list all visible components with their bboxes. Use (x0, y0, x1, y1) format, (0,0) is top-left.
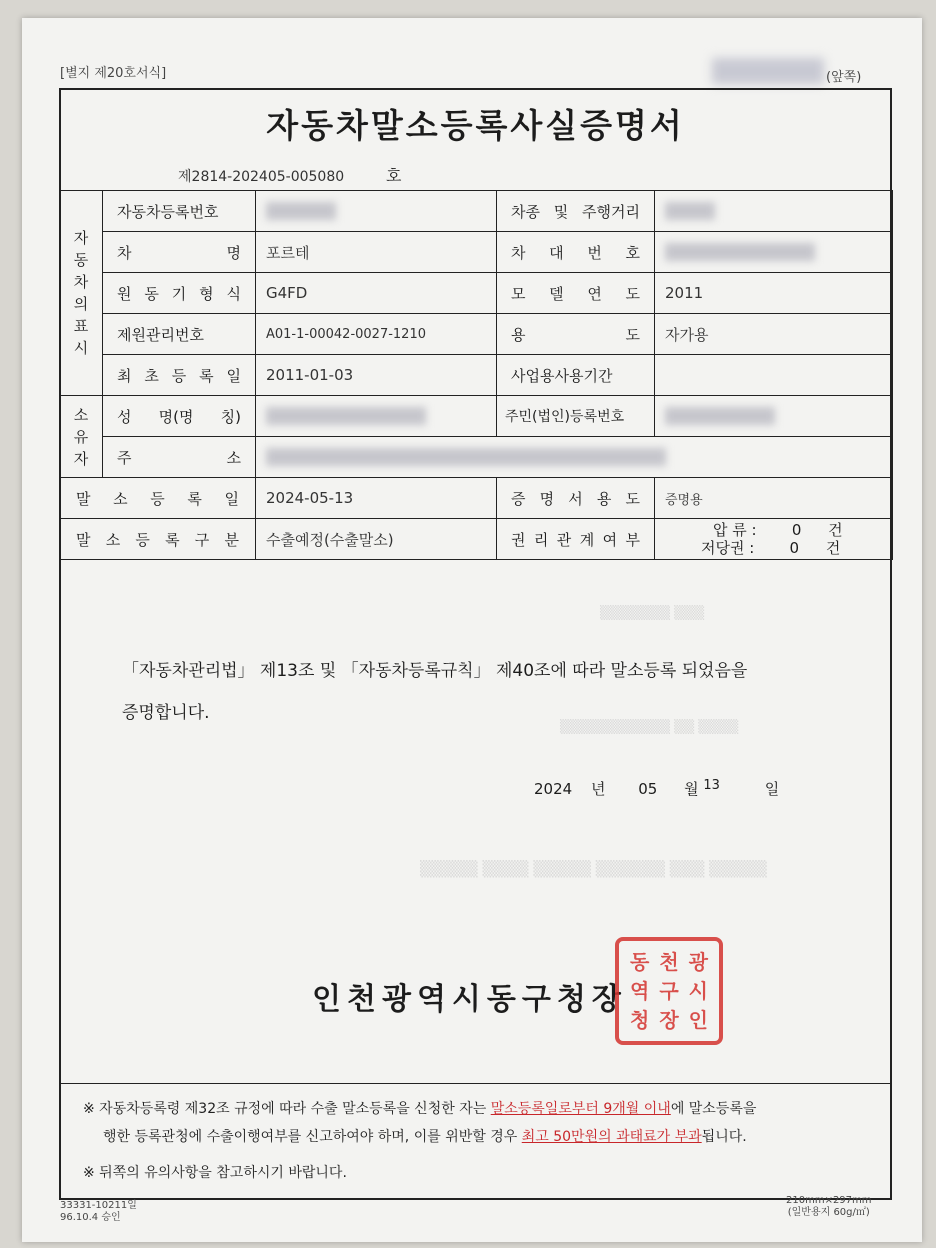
note-2: ※ 뒤쪽의 유의사항을 참고하시기 바랍니다. (83, 1165, 347, 1181)
seal-char: 구 (659, 978, 679, 1003)
form-code-line-2: 96.10.4 승인 (60, 1212, 121, 1223)
official-seal (615, 937, 723, 1045)
issue-month: 05 (638, 780, 658, 798)
seal-char: 인 (688, 1008, 708, 1033)
note-1-text-d: 됩니다. (701, 1129, 747, 1145)
certificate-suffix: 호 (386, 166, 402, 185)
car-name-value: 포르테 (256, 232, 497, 273)
table-row (60, 314, 893, 355)
document-title: 자동차말소등록사실증명서 (266, 106, 685, 145)
note-1-line-2 (103, 1126, 747, 1146)
group-label-char: 소 (73, 405, 89, 424)
seal-char: 광 (688, 949, 708, 974)
issue-date (534, 778, 779, 799)
rights-label: 권 리 관 계 여 부 (497, 519, 655, 560)
group-label-char: 의 (73, 295, 89, 313)
mortgage-unit: 건 (825, 539, 841, 557)
note-1-warning-deadline: 말소등록일로부터 9개월 이내 (490, 1101, 671, 1117)
notes-section (59, 1083, 892, 1200)
redacted-owner-name (266, 407, 426, 425)
cancel-type-label: 말 소 등 록 구 분 (60, 519, 256, 560)
seal-char: 청 (629, 1008, 650, 1033)
redacted-address (266, 448, 666, 466)
vin-label: 차 대 번 호 (497, 232, 655, 273)
issue-month-unit: 월 (684, 780, 699, 798)
usage-value: 자가용 (655, 314, 893, 355)
group-label-char: 자 (73, 229, 89, 247)
bleed-through-text: ▒▒▒▒▒▒▒▒▒▒▒ ▒▒ ▒▒▒▒ (560, 720, 739, 735)
spec-number-value: A01-1-00042-0027-1210 (256, 314, 497, 355)
issuing-authority: 인천광역시동구청장 (312, 982, 627, 1017)
seizure-count: 0 (791, 521, 802, 539)
seal-char: 동 (629, 949, 650, 974)
cancel-date-label: 말 소 등 록 일 (60, 478, 256, 519)
mortgage-line (665, 539, 882, 557)
redacted-vin (665, 243, 815, 261)
group-label-char: 시 (73, 339, 89, 357)
page-side-label: (앞쪽) (826, 70, 862, 85)
business-period-value (655, 355, 893, 396)
form-code-line-1: 33331-10211일 (60, 1200, 137, 1211)
business-period-label: 사업용사용기간 (497, 355, 655, 396)
group-label-char: 자 (73, 449, 89, 468)
redacted-reg-number (266, 202, 336, 220)
issue-year-unit: 년 (590, 780, 606, 798)
cancel-type-value: 수출예정(수출말소) (256, 519, 497, 560)
table-row (60, 478, 893, 519)
certificate-number (178, 166, 344, 186)
table-row (60, 191, 893, 232)
issue-day: 13 (703, 778, 720, 793)
statement-line-1: 「자동차관리법」 제13조 및 「자동차등록규칙」 제40조에 따라 말소등록 되었음을 (122, 661, 748, 681)
engine-label: 원 동 기 형 식 (103, 273, 256, 314)
model-year-label: 모 델 연 도 (497, 273, 655, 314)
vehicle-info-table (59, 190, 893, 560)
redacted-owner-id (665, 407, 775, 425)
seal-char: 장 (659, 1008, 679, 1033)
group-label-char: 표 (73, 317, 89, 335)
first-reg-value: 2011-01-03 (256, 355, 497, 396)
issue-day-unit: 일 (764, 780, 780, 798)
address-value (256, 437, 893, 478)
spec-number-label: 제원관리번호 (103, 314, 256, 355)
note-1-line-1 (83, 1098, 756, 1118)
type-mileage-value (655, 191, 893, 232)
bleed-through-text: ▒▒▒▒▒▒▒ ▒▒▒ (600, 606, 705, 621)
certificate-number-value: 2814-202405-005080 (191, 169, 345, 185)
table-row (60, 273, 893, 314)
note-1-text-a: ※ 자동차등록령 제32조 규정에 따라 수출 말소등록을 신청한 자는 (83, 1101, 491, 1117)
reg-number-label: 자동차등록번호 (103, 191, 256, 232)
paper-size: 210mm×297mm (786, 1195, 872, 1206)
paper-spec (786, 1195, 872, 1219)
type-mileage-label: 차종 및 주행거리 (497, 191, 655, 232)
seal-char: 역 (629, 978, 650, 1003)
seizure-unit: 건 (828, 521, 843, 539)
car-name-label: 차 명 (103, 232, 256, 273)
usage-label: 용 도 (497, 314, 655, 355)
note-1-text-c: 행한 등록관청에 수출이행여부를 신고하여야 하며, 이를 위반할 경우 (103, 1129, 522, 1145)
seizure-line (665, 521, 882, 539)
seal-char: 시 (688, 978, 708, 1003)
table-row (60, 355, 893, 396)
reg-number-value (256, 191, 497, 232)
address-label: 주 소 (103, 437, 256, 478)
form-number: [별지 제20호서식] (60, 66, 167, 81)
certificate-prefix: 제 (178, 169, 192, 185)
table-row (60, 519, 893, 560)
vehicle-group-text (60, 227, 102, 359)
mortgage-count: 0 (789, 539, 800, 557)
rights-value (655, 519, 893, 560)
table-row (60, 232, 893, 273)
statement-line-2: 증명합니다. (122, 703, 210, 723)
cert-purpose-value: 증명용 (655, 478, 893, 519)
owner-name-label: 성 명(명 칭) (103, 396, 256, 437)
redacted-type-mileage (665, 202, 715, 220)
seal-char: 천 (659, 949, 679, 974)
cert-purpose-label: 증 명 서 용 도 (497, 478, 655, 519)
model-year-value: 2011 (655, 273, 893, 314)
group-label-char: 차 (73, 273, 89, 291)
issue-year: 2024 (534, 780, 573, 798)
table-row (60, 396, 893, 437)
owner-group-label (60, 396, 103, 478)
form-code (60, 1200, 137, 1224)
table-row (60, 437, 893, 478)
owner-group-text (60, 404, 102, 470)
group-label-char: 동 (73, 251, 89, 269)
engine-value: G4FD (256, 273, 497, 314)
owner-name-value (256, 396, 497, 437)
vin-value (655, 232, 893, 273)
redacted-header-mark (712, 58, 824, 84)
group-label-char: 유 (73, 427, 89, 446)
note-1-text-b: 에 말소등록을 (670, 1101, 757, 1117)
seizure-label: 압 류 : (713, 521, 757, 539)
owner-id-value (655, 396, 893, 437)
note-1-warning-penalty: 최고 50만원의 과태료가 부과 (521, 1129, 702, 1145)
vehicle-group-label (60, 191, 103, 396)
mortgage-label: 저당권 : (701, 539, 755, 557)
bleed-through-text: ▒▒▒▒▒ ▒▒▒▒ ▒▒▒▒▒ ▒▒▒▒▒▒ ▒▒▒ ▒▒▒▒▒ (420, 860, 767, 878)
first-reg-label: 최 초 등 록 일 (103, 355, 256, 396)
cancel-date-value: 2024-05-13 (256, 478, 497, 519)
paper-weight: (일반용지 60g/㎡) (787, 1207, 870, 1218)
owner-id-label: 주민(법인)등록번호 (497, 396, 655, 437)
certification-statement (122, 650, 842, 734)
